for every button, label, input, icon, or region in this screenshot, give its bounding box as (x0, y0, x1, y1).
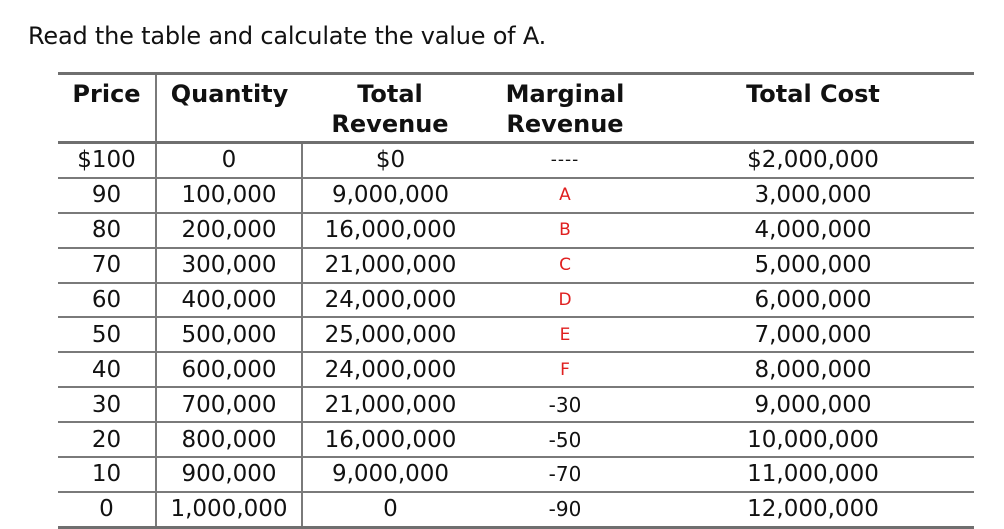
table-row (58, 387, 974, 422)
header-marginal-revenue-line1: Marginal (505, 80, 625, 108)
cell-marginal-revenue: E (478, 317, 652, 352)
cell-price: 90 (58, 178, 156, 213)
cell-total-revenue: 0 (302, 492, 478, 527)
cell-total-cost: 6,000,000 (652, 283, 974, 318)
header-total-cost: Total Cost (652, 74, 974, 143)
table-row (58, 492, 974, 527)
cell-quantity: 1,000,000 (156, 492, 302, 527)
table-row (58, 352, 974, 387)
cell-price: 30 (58, 387, 156, 422)
cell-quantity: 600,000 (156, 352, 302, 387)
cell-price: 50 (58, 317, 156, 352)
cell-price: 70 (58, 248, 156, 283)
cell-total-cost: 8,000,000 (652, 352, 974, 387)
table-row (58, 317, 974, 352)
header-marginal-revenue (478, 74, 652, 143)
header-total-revenue-line2: Revenue (331, 110, 449, 138)
cell-total-cost: 3,000,000 (652, 178, 974, 213)
cell-quantity: 100,000 (156, 178, 302, 213)
table-header-row (58, 74, 974, 143)
cell-total-revenue: 24,000,000 (302, 352, 478, 387)
cell-total-revenue: 16,000,000 (302, 422, 478, 457)
cell-price: $100 (58, 143, 156, 178)
cell-quantity: 700,000 (156, 387, 302, 422)
cell-total-revenue: 21,000,000 (302, 248, 478, 283)
revenue-cost-table (58, 72, 974, 529)
cell-total-cost: 5,000,000 (652, 248, 974, 283)
question-text: Read the table and calculate the value of A. (28, 22, 547, 50)
cell-total-cost: $2,000,000 (652, 143, 974, 178)
cell-quantity: 0 (156, 143, 302, 178)
cell-total-cost: 4,000,000 (652, 213, 974, 248)
cell-total-revenue: $0 (302, 143, 478, 178)
cell-price: 20 (58, 422, 156, 457)
cell-marginal-revenue: -70 (478, 457, 652, 492)
cell-marginal-revenue: ---- (478, 143, 652, 178)
revenue-cost-table-container (58, 72, 974, 523)
cell-price: 0 (58, 492, 156, 527)
cell-price: 80 (58, 213, 156, 248)
cell-total-cost: 12,000,000 (652, 492, 974, 527)
table-row (58, 422, 974, 457)
cell-quantity: 900,000 (156, 457, 302, 492)
table-row (58, 283, 974, 318)
cell-total-revenue: 25,000,000 (302, 317, 478, 352)
cell-marginal-revenue: -30 (478, 387, 652, 422)
cell-marginal-revenue: -90 (478, 492, 652, 527)
cell-marginal-revenue: C (478, 248, 652, 283)
cell-total-cost: 9,000,000 (652, 387, 974, 422)
cell-marginal-revenue: D (478, 283, 652, 318)
cell-total-cost: 7,000,000 (652, 317, 974, 352)
cell-total-cost: 11,000,000 (652, 457, 974, 492)
cell-total-cost: 10,000,000 (652, 422, 974, 457)
cell-quantity: 500,000 (156, 317, 302, 352)
cell-quantity: 400,000 (156, 283, 302, 318)
cell-quantity: 300,000 (156, 248, 302, 283)
cell-marginal-revenue: B (478, 213, 652, 248)
header-total-revenue (302, 74, 478, 143)
cell-total-revenue: 21,000,000 (302, 387, 478, 422)
cell-marginal-revenue: -50 (478, 422, 652, 457)
header-total-revenue-line1: Total (357, 80, 423, 108)
cell-quantity: 800,000 (156, 422, 302, 457)
header-marginal-revenue-line2: Revenue (506, 110, 624, 138)
table-row (58, 457, 974, 492)
header-quantity: Quantity (156, 74, 302, 143)
header-price: Price (58, 74, 156, 143)
cell-marginal-revenue: A (478, 178, 652, 213)
cell-price: 40 (58, 352, 156, 387)
table-row (58, 143, 974, 178)
cell-total-revenue: 24,000,000 (302, 283, 478, 318)
cell-total-revenue: 16,000,000 (302, 213, 478, 248)
cell-total-revenue: 9,000,000 (302, 457, 478, 492)
table-row (58, 248, 974, 283)
cell-marginal-revenue: F (478, 352, 652, 387)
cell-total-revenue: 9,000,000 (302, 178, 478, 213)
table-row (58, 178, 974, 213)
cell-price: 10 (58, 457, 156, 492)
table-body (58, 143, 974, 528)
cell-quantity: 200,000 (156, 213, 302, 248)
cell-price: 60 (58, 283, 156, 318)
table-row (58, 213, 974, 248)
